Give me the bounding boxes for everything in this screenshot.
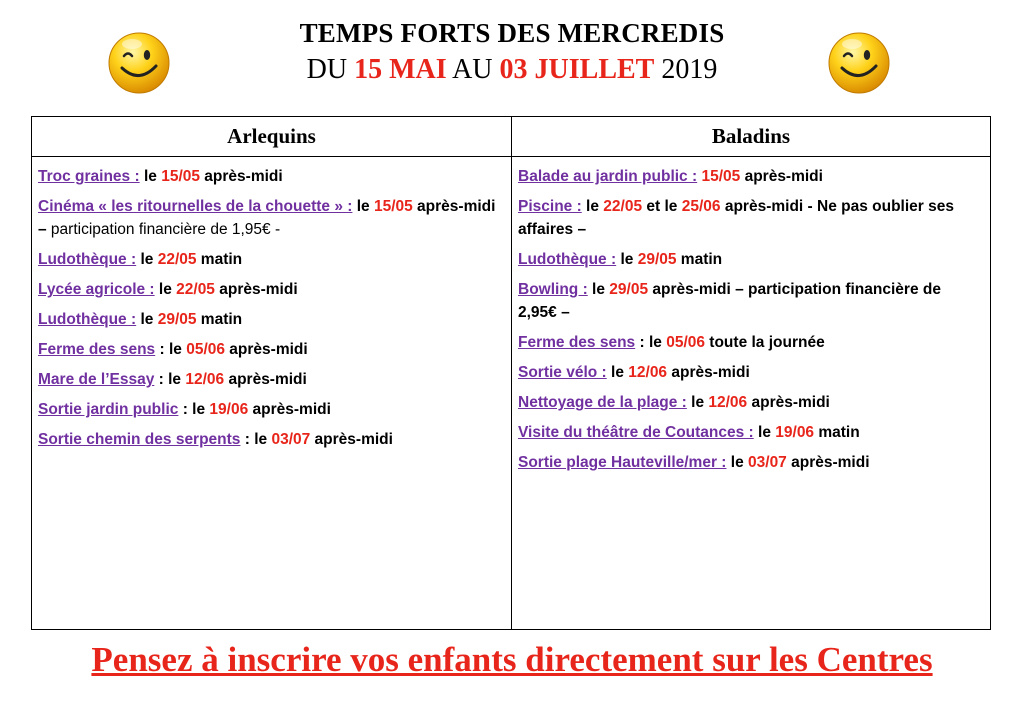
column-header-baladins: Baladins: [711, 124, 791, 148]
subtitle-year: 2019: [654, 54, 718, 85]
activity-connector: le: [726, 454, 749, 471]
smiley-wink-icon: [106, 30, 172, 96]
activity-item: [518, 331, 984, 354]
activity-connector: : le: [635, 334, 667, 351]
activity-time: après-midi: [200, 168, 283, 185]
activity-time: après-midi: [740, 168, 823, 185]
activity-time: matin: [196, 311, 243, 328]
activity-name: Sortie jardin public: [38, 401, 179, 418]
activity-note: participation financière de 1,95€ -: [46, 221, 281, 238]
activity-note: Ne pas oublier ses affaires –: [518, 198, 954, 238]
activity-item: [38, 398, 506, 421]
activity-connector: le: [753, 424, 776, 441]
activity-time: après-midi: [214, 281, 298, 298]
activity-name: Cinéma « les ritournelles de la chouette » :: [38, 198, 353, 215]
activity-item: [38, 368, 506, 391]
activity-time: après-midi -: [720, 198, 813, 215]
activity-date: 05/06: [186, 341, 225, 358]
activity-date: 03/07: [748, 454, 787, 471]
activity-date: 22/05: [157, 251, 197, 268]
column-divider: [511, 117, 512, 629]
activity-time: matin: [196, 251, 243, 268]
subtitle-mid: AU: [446, 54, 500, 85]
activity-date: 12/06: [185, 371, 225, 388]
baladins-list: [518, 165, 984, 481]
activity-time: après-midi: [667, 364, 750, 381]
activity-time: après-midi: [648, 281, 731, 298]
activity-connector: le: [136, 251, 158, 268]
activity-date: 15/05: [701, 168, 741, 185]
activity-name: Visite du théâtre de Coutances :: [518, 424, 754, 441]
activity-name: Sortie chemin des serpents: [38, 431, 241, 448]
activity-item: [518, 278, 984, 324]
activity-date: 29/05: [609, 281, 649, 298]
activity-name: Mare de l’Essay: [38, 371, 155, 388]
activity-date: 15/05: [161, 168, 200, 185]
activity-connector: le: [154, 281, 177, 298]
activity-item: [38, 428, 506, 451]
smiley-wink-icon: [826, 30, 892, 96]
activity-item: [38, 248, 506, 271]
activity-connector: : le: [155, 341, 187, 358]
footer-notice: Pensez à inscrire vos enfants directement sur les Centres: [91, 640, 933, 679]
activity-date: 22/05: [176, 281, 215, 298]
activity-connector: le: [136, 311, 158, 328]
activity-time: après-midi: [248, 401, 331, 418]
activity-connector: : le: [154, 371, 186, 388]
page-title: TEMPS FORTS DES MERCREDIS: [299, 18, 725, 48]
activity-date: 19/06: [209, 401, 249, 418]
activity-name: Nettoyage de la plage :: [518, 394, 687, 411]
activity-date: 19/06: [775, 424, 815, 441]
activity-item: [518, 195, 984, 241]
activity-time: matin: [676, 251, 723, 268]
activity-item: [38, 195, 506, 241]
activity-item: [518, 391, 984, 414]
activity-name: Lycée agricole :: [38, 281, 155, 298]
activity-name: Ferme des sens: [38, 341, 156, 358]
arlequins-list: [38, 165, 506, 458]
activity-name: Ludothèque :: [518, 251, 617, 268]
activity-name: Ferme des sens: [518, 334, 636, 351]
activity-item: [518, 421, 984, 444]
activity-name: Sortie plage Hauteville/mer :: [518, 454, 727, 471]
activity-item: [38, 165, 506, 188]
column-header-arlequins: Arlequins: [227, 124, 316, 148]
activity-date: 15/05: [373, 198, 413, 215]
activity-item: [38, 278, 506, 301]
activity-item: [38, 308, 506, 331]
activity-connector: le: [616, 251, 638, 268]
start-date: 15 MAI: [354, 54, 447, 85]
activity-date: 29/05: [157, 311, 197, 328]
header-divider: [32, 156, 990, 157]
schedule-table: [31, 116, 991, 630]
activity-name: Bowling :: [518, 281, 588, 298]
activity-item: [518, 248, 984, 271]
activity-time: après-midi: [786, 454, 870, 471]
activity-item: [38, 338, 506, 361]
activity-time: toute la journée: [705, 334, 825, 351]
activity-date: 22/05: [603, 198, 643, 215]
activity-time: et le: [642, 198, 682, 215]
activity-name: Ludothèque :: [38, 311, 137, 328]
activity-name: Sortie vélo :: [518, 364, 607, 381]
activity-item: [518, 361, 984, 384]
activity-item: [518, 451, 984, 474]
end-date: 03 JUILLET: [499, 54, 655, 85]
activity-name: Ludothèque :: [38, 251, 137, 268]
activity-time: après-midi: [224, 371, 307, 388]
activity-connector: le: [352, 198, 374, 215]
activity-name: Troc graines :: [38, 168, 140, 185]
activity-date: 25/06: [681, 198, 721, 215]
activity-connector: le: [581, 198, 604, 215]
activity-time: après-midi –: [38, 198, 496, 238]
activity-connector: le: [587, 281, 610, 298]
activity-date: 03/07: [271, 431, 311, 448]
activity-date: 29/05: [637, 251, 677, 268]
activity-name: Piscine :: [518, 198, 582, 215]
activity-date: 12/06: [628, 364, 668, 381]
activity-connector: le: [686, 394, 709, 411]
activity-time: après-midi: [310, 431, 393, 448]
activity-time: après-midi: [747, 394, 830, 411]
activity-note: – participation financière de 2,95€ –: [518, 281, 941, 321]
activity-connector: : le: [240, 431, 272, 448]
activity-time: matin: [814, 424, 860, 441]
activity-time: après-midi: [225, 341, 308, 358]
subtitle-pre: DU: [306, 54, 355, 85]
activity-date: 05/06: [666, 334, 705, 351]
activity-connector: le: [606, 364, 629, 381]
activity-connector: le: [139, 168, 162, 185]
activity-item: [518, 165, 984, 188]
activity-name: Balade au jardin public :: [518, 168, 698, 185]
activity-connector: : le: [178, 401, 210, 418]
activity-date: 12/06: [708, 394, 748, 411]
